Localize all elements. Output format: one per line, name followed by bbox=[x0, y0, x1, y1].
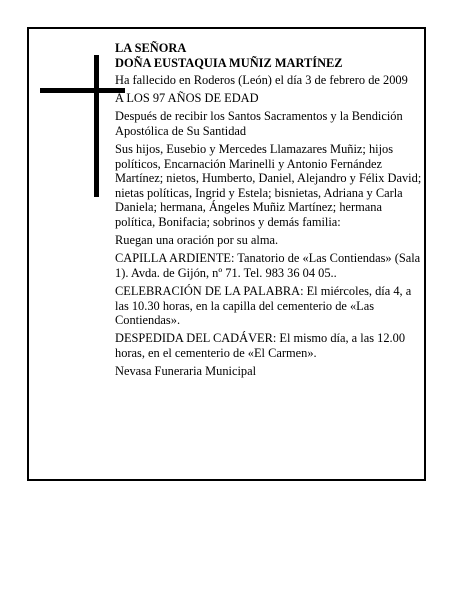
sacraments-statement: Después de recibir los Santos Sacramentos y la Bendición Apostólica de Su Santidad bbox=[115, 109, 403, 138]
obituary-notice bbox=[27, 27, 426, 481]
notice-heading-title: LA SEÑORA bbox=[115, 41, 187, 55]
chapel-info: CAPILLA ARDIENTE: Tanatorio de «Las Contiendas» (Sala 1). Avda. de Gijón, nº 71. Tel. 983 36 04 05.. bbox=[115, 251, 421, 280]
age-statement: A LOS 97 AÑOS DE EDAD bbox=[115, 91, 259, 106]
celebration-info: CELEBRACIÓN DE LA PALABRA: El miércoles, día 4, a las 10.30 horas, en la capilla del cementerio de «Las Contiendas». bbox=[115, 283, 412, 328]
death-statement: Ha fallecido en Roderos (León) el día 3 de febrero de 2009 bbox=[115, 73, 408, 88]
cross-vertical-bar bbox=[94, 55, 99, 197]
notice-heading-name: DOÑA EUSTAQUIA MUÑIZ MARTÍNEZ bbox=[115, 55, 343, 70]
funeral-home: Nevasa Funeraria Municipal bbox=[115, 363, 257, 378]
notice-content bbox=[115, 41, 423, 382]
family-list: Sus hijos, Eusebio y Mercedes Llamazares Muñiz; hijos políticos, Encarnación Marinelli y Antonio Fernández Martínez; nietos, Humberto, Daniel, Alejandro y Félix David; nietas políticas, Ingrid y Estela; bisnietas, Adriana y Carla Daniela; hermana, Ángeles Muñiz Martínez; hermana política, Bonifacia; sobrinos y demás familia: bbox=[115, 142, 422, 230]
farewell-info: DESPEDIDA DEL CADÁVER: El mismo día, a las 12.00 horas, en el cementerio de «El Carmen». bbox=[115, 331, 406, 360]
cross-horizontal-bar bbox=[40, 88, 125, 93]
prayer-request: Ruegan una oración por su alma. bbox=[115, 233, 279, 248]
